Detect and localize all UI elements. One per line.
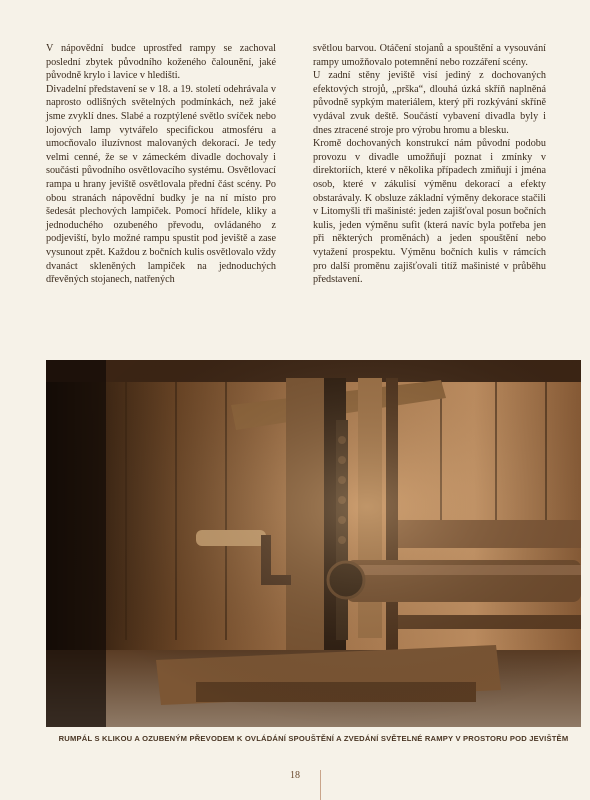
photo-winch-mechanism [46,360,581,727]
footer-rule [320,770,321,800]
paragraph: U zadní stěny jeviště visí jediný z dochovaných efektových strojů, „prška“, dlouhá úzká skříň naplněná původně sypkým materiálem, který při rozkývání skříně vydával zvuk deště. Součástí vybavení divadla byly i dnes ztracené stroje pro výrobu hromu a blesku. [313,70,546,136]
paragraph: Divadelní představení se v 18. a 19. století odehrávala v naprosto odlišných světelných podmínkách, než jaké jsme zvyklí dnes. Slabé a rozptýlené světlo svíček nebo lojových lamp vytvářelo specifickou atmosféru a umocňovalo iluzívnost malovaných dekorací. Je tedy velmi cenné, že se v zámeckém divadle dochovaly i součásti původního osvětlovacího systému. Osvětlovací rampa u hrany jeviště osvětlovala přední část scény. Po obou stranách nápovědní budky je na ní místo pro šedesát plechových lampiček. Pomocí hřídele, kliky a jednoduchého ozubeného převodu, ovládaného z podjeviští, bylo možné rampu spustit pod jeviště a zase vysunout zpět. Každou z bočních kulis osvětlovalo vždy dvanáct skleněných lampiček na jednoduchých dřevěných stojanech, natřených [46,83,276,286]
photo-caption: RUMPÁL S KLIKOU A OZUBENÝM PŘEVODEM K OVLÁDÁNÍ SPOUŠTĚNÍ A ZVEDÁNÍ SVĚTELNÉ RAMPY V PROSTORU POD JEVIŠTĚM [58,734,569,743]
photo-illustration [46,360,581,727]
page-number: 18 [290,770,300,781]
paragraph: Kromě dochovaných konstrukcí nám původní podobu provozu v divadle umožňují poznat i zmínky v direktoriích, které v několika případech zmiňují i jména osob, které v zákulisí výměnu dekorací a efekty obstarávaly. K obsluze základní výměny dekorace stačili v Litomyšli tři mašinisté: jeden zajišťoval posun bočních kulis, jeden výměnu sufit (která navíc byla potřeba jen při některých proměnách) a jeden spouštění nebo vytažení prospektu. Výměnu bočních kulis v rámcích pro další proměnu zajišťovali titíž mašinisté v průběhu představení. [313,138,546,286]
text-column-left [46,42,276,287]
paragraph: světlou barvou. Otáčení stojanů a spouštění a vysouvání rampy umožňovalo potemnění nebo rozzáření scény. [313,43,546,68]
text-column-right [313,42,546,287]
paragraph: V nápovědní budce uprostřed rampy se zachoval poslední zbytek původního koženého čalounění, jaké původně krylo i lavice v hledišti. [46,43,276,82]
